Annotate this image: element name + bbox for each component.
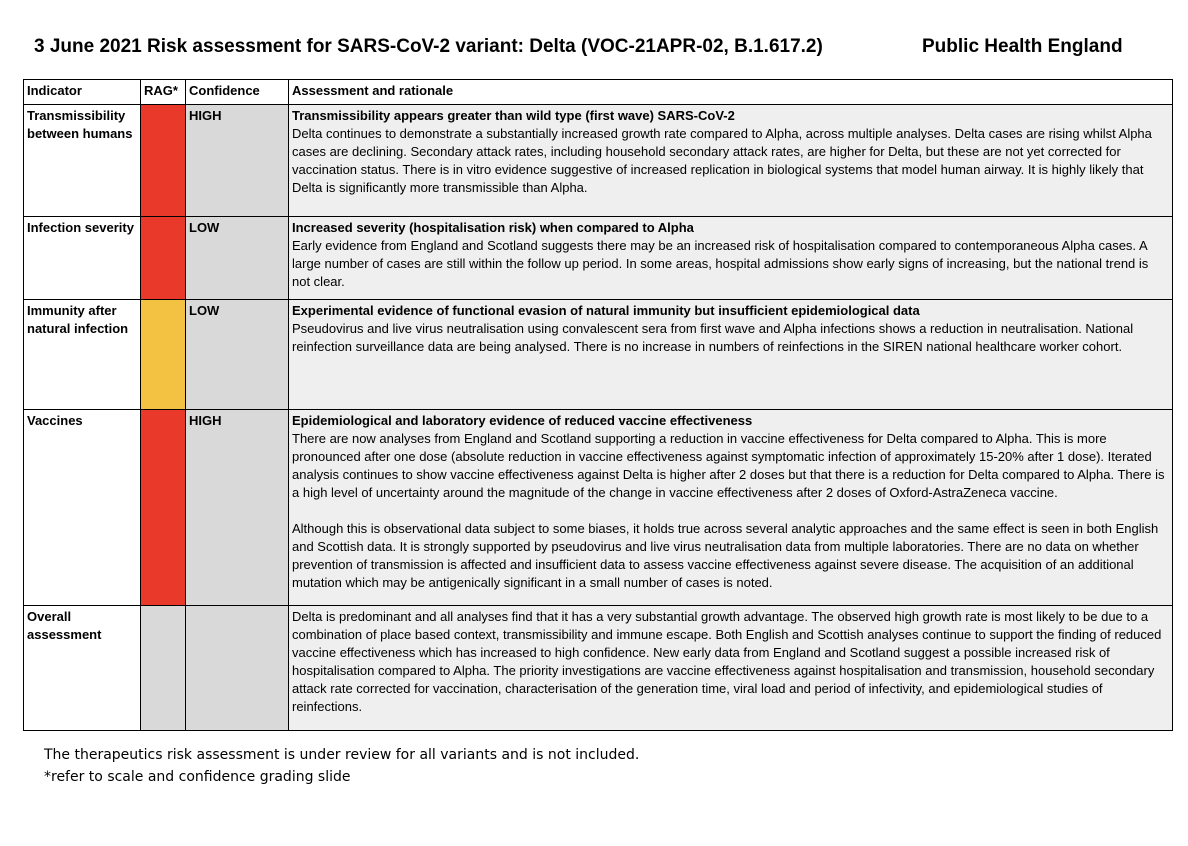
indicator-cell: Transmissibility between humans — [24, 105, 141, 217]
indicator-cell: Immunity after natural infection — [24, 300, 141, 410]
rag-status-cell — [141, 105, 186, 217]
assessment-paragraph: There are now analyses from England and Scotland supporting a reduction in vaccine effectiveness for Delta compared to Alpha. This is more pronounced after one dose (absolute reduction in vaccine effectiveness against symptomatic infection of approximately 15-20% after 1 dose). Iterated analysis continues to show vaccine effectiveness against Delta is higher after 2 doses but that there is a reduction for Delta compared to Alpha. There is a high level of uncertainty around the magnitude of the change in vaccine effectiveness after 2 doses of Oxford-AstraZeneca vaccine. — [292, 431, 1165, 500]
assessment-cell — [289, 105, 1173, 217]
assessment-cell — [289, 217, 1173, 300]
assessment-paragraph: Delta continues to demonstrate a substantially increased growth rate compared to Alpha, across multiple analyses. Delta cases are rising whilst Alpha cases are declining. Secondary attack rates, including household secondary attack rates, are higher for Delta, but these are not yet corrected for vaccination status. There is in vitro evidence suggestive of increased replication in biological systems that model human airway. It is highly likely that Delta is significantly more transmissible than Alpha. — [292, 126, 1152, 195]
column-header-rag: RAG* — [141, 80, 186, 105]
assessment-cell — [289, 410, 1173, 606]
assessment-paragraph: Delta is predominant and all analyses find that it has a very substantial growth advantage. The observed high growth rate is most likely to be due to a combination of place based context, transmissibility and immune escape. Both English and Scottish analyses continue to support the finding of reduced vaccine effectiveness which has increased to high confidence. New early data from England and Scotland suggest a possible increased risk of hospitalisation compared to Alpha. The priority investigations are vaccine effectiveness against hospitalisation and transmission, household secondary attack rate corrected for vaccination, characterisation of the generation time, viral load and period of infectivity, and epidemiological studies of reinfections. — [292, 609, 1162, 714]
confidence-cell: HIGH — [186, 105, 289, 217]
table-header-row — [24, 80, 1173, 105]
confidence-cell: LOW — [186, 217, 289, 300]
organisation-name: Public Health England — [922, 36, 1123, 57]
table-row — [24, 606, 1173, 731]
table-row — [24, 300, 1173, 410]
confidence-cell — [186, 606, 289, 731]
confidence-cell: HIGH — [186, 410, 289, 606]
column-header-confidence: Confidence — [186, 80, 289, 105]
assessment-heading: Experimental evidence of functional evasion of natural immunity but insufficient epidemiological data — [292, 303, 920, 318]
rag-status-cell — [141, 606, 186, 731]
indicator-cell: Overall assessment — [24, 606, 141, 731]
assessment-paragraph: Pseudovirus and live virus neutralisation using convalescent sera from first wave and Alpha infections shows a reduction in neutralisation. National reinfection surveillance data are being analysed. There is no increase in numbers of reinfections in the SIREN national healthcare worker cohort. — [292, 321, 1134, 354]
page-title: 3 June 2021 Risk assessment for SARS-CoV-2 variant: Delta (VOC-21APR-02, B.1.617.2) — [34, 36, 823, 57]
column-header-indicator: Indicator — [24, 80, 141, 105]
table-row — [24, 410, 1173, 606]
indicator-cell: Infection severity — [24, 217, 141, 300]
assessment-heading: Increased severity (hospitalisation risk) when compared to Alpha — [292, 220, 694, 235]
assessment-heading: Transmissibility appears greater than wild type (first wave) SARS-CoV-2 — [292, 108, 735, 123]
assessment-heading: Epidemiological and laboratory evidence of reduced vaccine effectiveness — [292, 413, 753, 428]
indicator-cell: Vaccines — [24, 410, 141, 606]
assessment-cell — [289, 300, 1173, 410]
rag-status-cell — [141, 300, 186, 410]
assessment-cell — [289, 606, 1173, 731]
table-row — [24, 217, 1173, 300]
rag-status-cell — [141, 217, 186, 300]
assessment-paragraph: Although this is observational data subject to some biases, it holds true across several analytic approaches and the same effect is seen in both English and Scottish data. It is strongly supported by pseudovirus and live virus neutralisation data from multiple laboratories. There are no data on whether prevention of transmission is affected and insufficient data to assess vaccine effectiveness against severe disease. The acquisition of an additional mutation which may be antigenically significant in a small number of cases is noted. — [292, 521, 1159, 590]
header — [34, 36, 1144, 66]
assessment-paragraph: Early evidence from England and Scotland suggests there may be an increased risk of hospitalisation compared to contemporaneous Alpha cases. A large number of cases are still within the follow up period. In some areas, hospital admissions show early signs of increasing, but the national trend is not clear. — [292, 238, 1149, 289]
risk-assessment-table — [23, 79, 1173, 731]
footnotes — [44, 744, 639, 788]
column-header-assessment: Assessment and rationale — [289, 80, 1173, 105]
therapeutics-note: The therapeutics risk assessment is under review for all variants and is not included. — [44, 747, 640, 763]
table-row — [24, 105, 1173, 217]
rag-footnote: *refer to scale and confidence grading slide — [44, 769, 351, 785]
confidence-cell: LOW — [186, 300, 289, 410]
rag-status-cell — [141, 410, 186, 606]
